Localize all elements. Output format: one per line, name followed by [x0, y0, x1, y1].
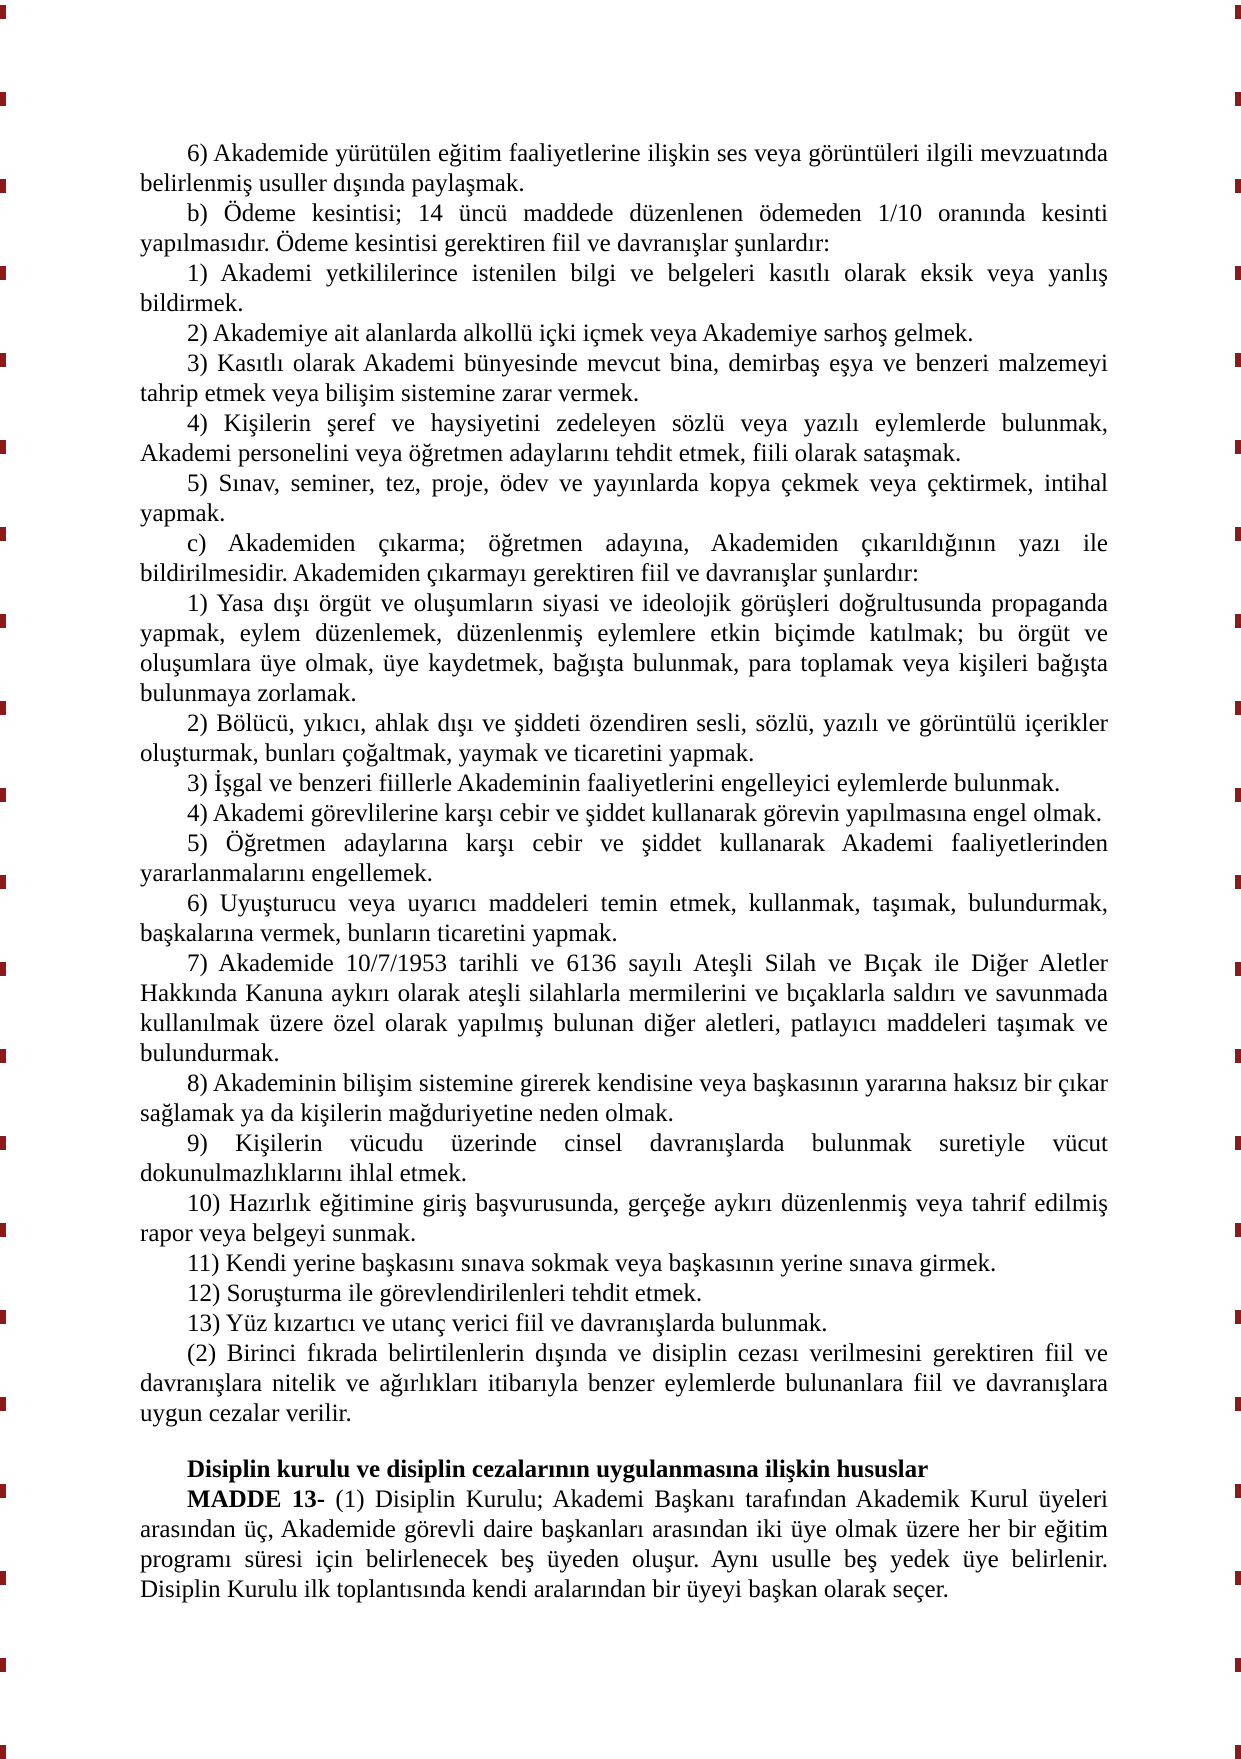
paragraph: (2) Birinci fıkrada belirtilenlerin dışında ve disiplin cezası verilmesini gerektiren fiil ve davranışlara nitelik ve ağırlıkları itibarıyla benzer eylemlerde bulunanlara fiil ve davranışlara uygun cezalar verilir. [140, 1340, 1108, 1427]
article-number-label: MADDE 13- [187, 1486, 326, 1513]
paragraph: 7) Akademide 10/7/1953 tarihli ve 6136 sayılı Ateşli Silah ve Bıçak ile Diğer Aletler Hakkında Kanuna aykırı olarak ateşli silahlarla mermilerini ve bıçaklarla saldırı ve savunmada kullanılmak üzere özel olarak yapılmış bulunan diğer aletleri, patlayıcı maddeleri taşımak ve bulundurmak. [140, 950, 1108, 1067]
paragraph: 9) Kişilerin vücudu üzerinde cinsel davranışlarda bulunmak suretiyle vücut dokunulmazlıklarını ihlal etmek. [140, 1130, 1108, 1187]
paragraph: 5) Sınav, seminer, tez, proje, ödev ve yayınlarda kopya çekmek veya çektirmek, intihal yapmak. [140, 470, 1108, 527]
edge-tear-mark [0, 962, 6, 976]
document-body [140, 139, 1108, 1605]
edge-tear-mark [0, 1571, 6, 1585]
edge-tear-mark [1235, 614, 1241, 628]
edge-tear-mark [1235, 266, 1241, 280]
paragraph: c) Akademiden çıkarma; öğretmen adayına, Akademiden çıkarıldığının yazı ile bildirilmesidir. Akademiden çıkarmayı gerektiren fiil ve davranışlar şunlardır: [140, 530, 1108, 587]
edge-tear-mark [0, 1397, 6, 1411]
edge-tear-mark [1235, 1745, 1241, 1759]
edge-tear-mark [1235, 92, 1241, 106]
edge-tear-mark [0, 788, 6, 802]
paragraph: 12) Soruşturma ile görevlendirilenleri tehdit etmek. [187, 1280, 703, 1307]
edge-tear-mark [0, 1310, 6, 1324]
paragraph: 6) Akademide yürütülen eğitim faaliyetlerine ilişkin ses veya görüntüleri ilgili mevzuatında belirlenmiş usuller dışında paylaşmak. [140, 140, 1108, 197]
edge-tear-mark [1235, 788, 1241, 802]
edge-tear-mark [0, 266, 6, 280]
edge-tear-mark [0, 1049, 6, 1063]
paragraph: 6) Uyuşturucu veya uyarıcı maddeleri temin etmek, kullanmak, taşımak, bulundurmak, başkalarına vermek, bunların ticaretini yapmak. [140, 890, 1108, 947]
edge-tear-mark [1235, 1484, 1241, 1498]
paragraph: 11) Kendi yerine başkasını sınava sokmak veya başkasının yerine sınava girmek. [187, 1250, 997, 1277]
edge-tear-mark [1235, 5, 1241, 19]
paragraph [140, 1485, 1108, 1605]
edge-tear-mark [0, 353, 6, 367]
edge-tear-mark [1235, 875, 1241, 889]
paragraph: 1) Yasa dışı örgüt ve oluşumların siyasi ve ideolojik görüşleri doğrultusunda propaganda yapmak, eylem düzenlemek, düzenlenmiş eylemlere etkin biçimde katılmak; bu örgüt ve oluşumlara üye olmak, üye kaydetmek, bağışta bulunmak, para toplamak veya kişileri bağışta bulunmaya zorlamak. [140, 590, 1108, 707]
edge-tear-mark [0, 875, 6, 889]
edge-tear-mark [1235, 1658, 1241, 1672]
paragraph: 8) Akademinin bilişim sistemine girerek kendisine veya başkasının yararına haksız bir çıkar sağlamak ya da kişilerin mağduriyetine neden olmak. [140, 1070, 1108, 1127]
edge-tear-mark [1235, 440, 1241, 454]
edge-tear-mark [0, 1223, 6, 1237]
edge-tear-mark [1235, 1223, 1241, 1237]
edge-tear-mark [1235, 1310, 1241, 1324]
edge-tear-mark [1235, 1397, 1241, 1411]
edge-tear-mark [0, 1658, 6, 1672]
edge-tear-mark [0, 440, 6, 454]
paragraph: 3) İşgal ve benzeri fiillerle Akademinin faaliyetlerini engelleyici eylemlerde bulunmak. [187, 770, 1061, 797]
paragraph: 3) Kasıtlı olarak Akademi bünyesinde mevcut bina, demirbaş eşya ve benzeri malzemeyi tahrip etmek veya bilişim sistemine zarar vermek. [140, 350, 1108, 407]
paragraph: 5) Öğretmen adaylarına karşı cebir ve şiddet kullanarak Akademi faaliyetlerinden yararlanmalarını engellemek. [140, 830, 1108, 887]
edge-tear-mark [1235, 1571, 1241, 1585]
paragraph: 4) Kişilerin şeref ve haysiyetini zedeleyen sözlü veya yazılı eylemlerde bulunmak, Akademi personelini veya öğretmen adaylarını tehdit etmek, fiili olarak sataşmak. [140, 410, 1108, 467]
edge-tear-mark [0, 92, 6, 106]
edge-tear-mark [1235, 1136, 1241, 1150]
article-text: (1) Disiplin Kurulu; Akademi Başkanı tarafından Akademik Kurul üyeleri arasından üç, Akademide görevli daire başkanları arasından iki üye olmak üzere her bir eğitim programı süresi için belirlenecek beş üyeden oluşur. Aynı usulle beş yedek üye belirlenir. Disiplin Kurulu ilk toplantısında kendi aralarından bir üyeyi başkan olarak seçer. [140, 1486, 1108, 1603]
edge-tear-mark [0, 5, 6, 19]
edge-tear-mark [1235, 353, 1241, 367]
edge-tear-mark [0, 614, 6, 628]
edge-tear-mark [1235, 962, 1241, 976]
edge-tear-mark [0, 527, 6, 541]
edge-tear-mark [1235, 701, 1241, 715]
edge-tear-mark [1235, 527, 1241, 541]
edge-tear-mark [0, 1484, 6, 1498]
paragraph: 10) Hazırlık eğitimine giriş başvurusunda, gerçeğe aykırı düzenlenmiş veya tahrif edilmiş rapor veya belgeyi sunmak. [140, 1190, 1108, 1247]
paragraph: b) Ödeme kesintisi; 14 üncü maddede düzenlenen ödemeden 1/10 oranında kesinti yapılmasıdır. Ödeme kesintisi gerektiren fiil ve davranışlar şunlardır: [140, 200, 1108, 257]
paragraph: 4) Akademi görevlilerine karşı cebir ve şiddet kullanarak görevin yapılmasına engel olmak. [187, 800, 1102, 827]
edge-tear-mark [1235, 1049, 1241, 1063]
edge-tear-mark [0, 1745, 6, 1759]
edge-tear-mark [1235, 179, 1241, 193]
paragraph: 1) Akademi yetkililerince istenilen bilgi ve belgeleri kasıtlı olarak eksik veya yanlış bildirmek. [140, 260, 1108, 317]
paragraph: 2) Akademiye ait alanlarda alkollü içki içmek veya Akademiye sarhoş gelmek. [187, 320, 974, 347]
paragraph: 2) Bölücü, yıkıcı, ahlak dışı ve şiddeti özendiren sesli, sözlü, yazılı ve görüntülü içerikler oluşturmak, bunları çoğaltmak, yaymak ve ticaretini yapmak. [140, 710, 1108, 767]
edge-tear-mark [0, 179, 6, 193]
section-heading: Disiplin kurulu ve disiplin cezalarının uygulanmasına ilişkin hususlar [187, 1456, 929, 1483]
edge-tear-mark [0, 701, 6, 715]
edge-tear-mark [0, 1136, 6, 1150]
paragraph: 13) Yüz kızartıcı ve utanç verici fiil ve davranışlarda bulunmak. [187, 1310, 828, 1337]
